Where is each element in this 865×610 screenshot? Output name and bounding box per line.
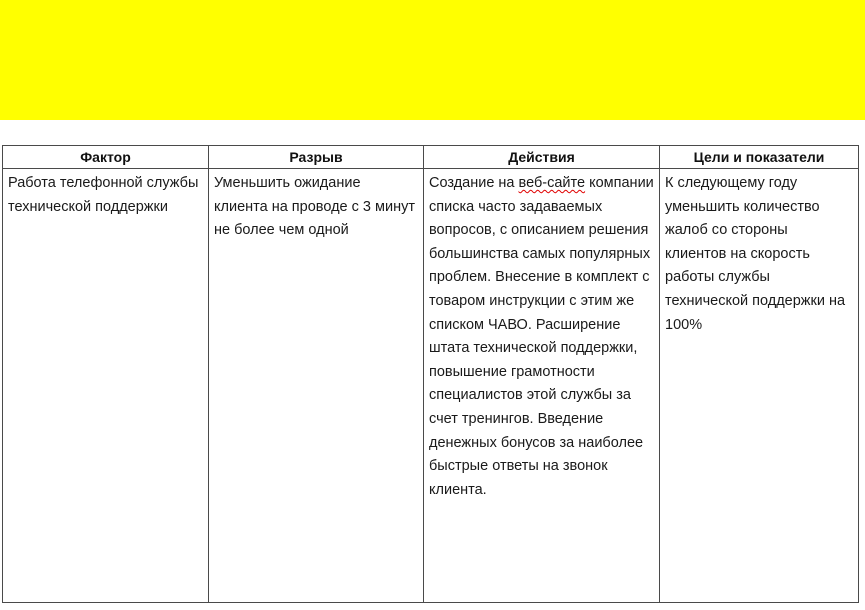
table-row: [3, 169, 859, 603]
title-banner: [0, 0, 865, 120]
column-header-gap: Разрыв: [209, 146, 424, 169]
actions-text-rest: компании списка часто задаваемых вопросов, с описанием решения большинства самых популярных проблем. Внесение в комплект с товаром инструкции с этим же списком ЧАВО. Расширение штата технической поддержки, повышение грамотности специалистов этой службы за счет тренингов. Введение денежных бонусов за наиболее быстрые ответы на звонок клиента.: [429, 175, 654, 498]
factor-text: Работа телефонной службы технической поддержки: [8, 175, 199, 215]
column-header-factor: Фактор: [3, 146, 209, 169]
column-header-actions: Действия: [424, 146, 660, 169]
spellcheck-marked-word: веб-сайте: [518, 175, 586, 191]
gap-text: Уменьшить ожидание клиента на проводе с 3 минут не более чем одной: [214, 175, 415, 239]
table-header-row: [3, 146, 859, 169]
goals-text: К следующему году уменьшить количество жалоб со стороны клиентов на скорость работы службы технической поддержки на 100%: [665, 175, 846, 333]
actions-text-start: Создание на: [429, 175, 519, 191]
cell-factor: [3, 169, 209, 603]
cell-actions: [424, 169, 660, 603]
cell-gap: [209, 169, 424, 603]
column-header-goals: Цели и показатели: [660, 146, 859, 169]
actions-text: [429, 172, 654, 502]
cell-goals: [660, 169, 859, 603]
factors-table: [2, 145, 859, 603]
